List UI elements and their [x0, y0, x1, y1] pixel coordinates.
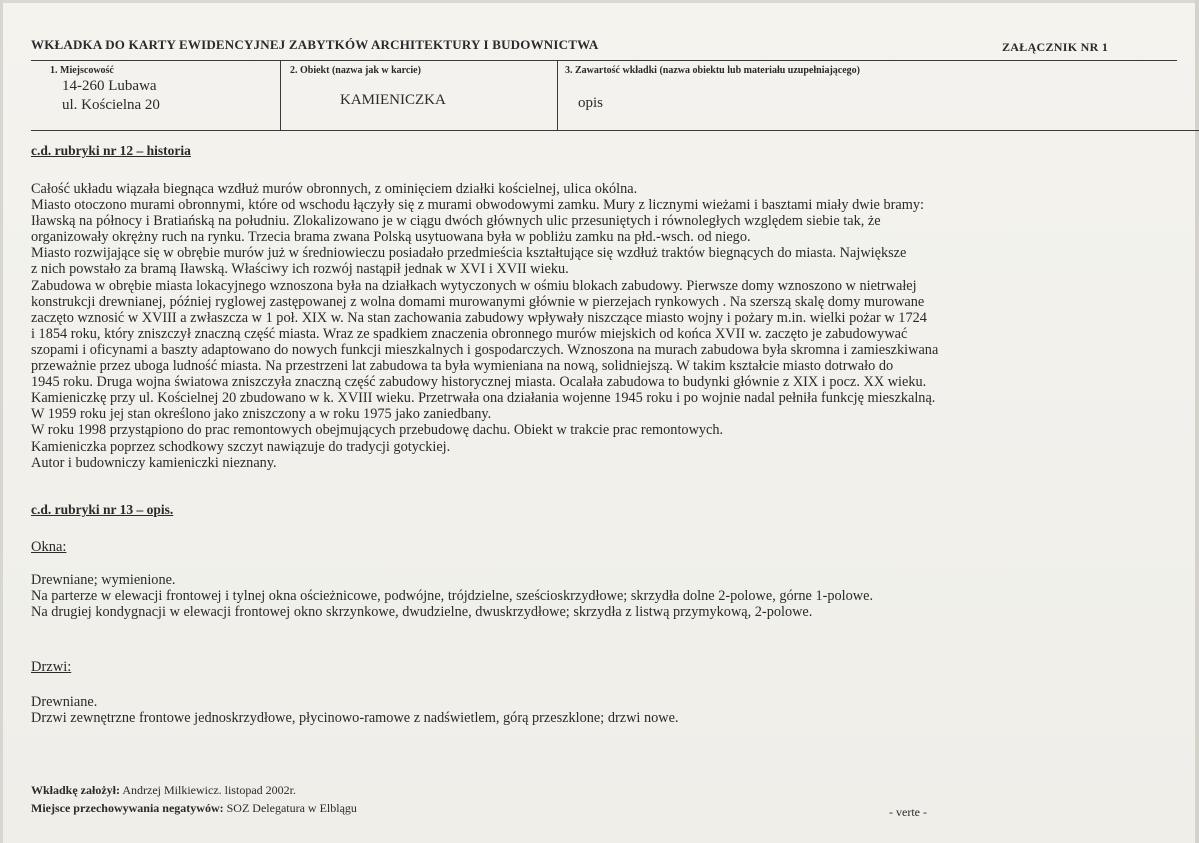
history-line: organizowały okrężny ruch na rynku. Trzecia brama zwana Polską usytuowana była w pobliżu zamku na płd.-wsch. od niego. [31, 229, 751, 246]
contents-value: opis [578, 95, 604, 111]
form-top-border [31, 60, 1177, 61]
doors-label: Drzwi: [31, 659, 72, 675]
doors-text [31, 694, 1111, 726]
storage-label: Miejsce przechowywania negatywów: [31, 801, 224, 815]
document-title: WKŁADKA DO KARTY EWIDENCYJNEJ ZABYTKÓW ARCHITEKTURY I BUDOWNICTWA [31, 37, 599, 52]
history-line: i 1854 roku, który zniszczył znaczną część miasta. Wraz ze spadkiem znaczenia obronnego murów miejskich od końca XVII w. zaczęto je zabudowywać [31, 325, 908, 342]
annex-number: ZAŁĄCZNIK NR 1 [1002, 40, 1109, 54]
author-line [31, 783, 296, 798]
windows-line: Drewniane; wymienione. [31, 572, 176, 588]
history-line: Zabudowa w obrębie miasta lokacyjnego wznoszona była na działkach wytyczonych w ośmiu blokach zabudowy. Pierwsze domy wznoszono w nietrwałej [31, 277, 917, 294]
history-line: Całość układu wiązała biegnąca wzdłuż murów obronnych, z ominięciem działki kościelnej, ulica okólna. [31, 181, 638, 197]
history-line: Autor i budowniczy kamieniczki nieznany. [31, 454, 277, 471]
object-value: KAMIENICZKA [340, 92, 446, 108]
place-street: ul. Kościelna 20 [62, 97, 160, 113]
history-line: 1945 roku. Druga wojna światowa zniszczyła znaczną część zabudowy historycznej miasta. Ocalała zabudowa to budynki głównie z XIX i pocz. XX wieku. [31, 374, 927, 391]
windows-line: Na drugiej kondygnacji w elewacji frontowej okno skrzynkowe, dwudzielne, dwuskrzydłowe; skrzydła z listwą przymykową, 2-polowe. [31, 604, 813, 621]
form-bottom-border [31, 130, 1199, 131]
object-label: 2. Obiekt (nazwa jak w karcie) [290, 65, 421, 76]
form-divider-2 [557, 60, 558, 130]
history-heading: c.d. rubryki nr 12 – historia [31, 143, 191, 158]
scan-edge-top [0, 0, 1199, 3]
windows-text [31, 572, 1111, 620]
scan-edge-right [1195, 0, 1199, 843]
place-postal: 14-260 Lubawa [62, 78, 157, 94]
history-line: Kamieniczka poprzez schodkowy szczyt nawiązuje do tradycji gotyckiej. [31, 438, 451, 455]
doors-line: Drewniane. [31, 694, 98, 710]
history-line: Kamieniczkę przy ul. Kościelnej 20 zbudowano w k. XVIII wieku. Przetrwała ona działania wojenne 1945 roku i po wojnie nadal pełniła funkcję mieszkalną. [31, 390, 936, 407]
storage-value: SOZ Delegatura w Elblągu [226, 801, 357, 815]
windows-label: Okna: [31, 539, 67, 555]
history-line: zaczęto wznosić w XVIII a zwłaszcza w 1 poł. XIX w. Na stan zachowania zabudowy wpływały niszczące miasto wojny i pożary m.in. wielki pożar w 1724 [31, 309, 927, 326]
form-divider-1 [280, 60, 281, 130]
history-line: Miasto otoczono murami obronnymi, które od wschodu łączyły się z murami obwodowymi zamku. Mury z licznymi wieżami i basztami miały dwie bramy: [31, 197, 924, 214]
author-value: Andrzej Milkiewicz. listopad 2002r. [122, 783, 296, 797]
history-line: Iławską na północy i Bratiańską na południu. Zlokalizowano je w ciągu dwóch głównych ulic przesuniętych i równoległych względem siebie tak, że [31, 213, 881, 230]
description-heading: c.d. rubryki nr 13 – opis. [31, 502, 174, 517]
history-line: z nich powstało za bramą Iławską. Właściwy ich rozwój nastąpił jednak w XVI i XVII wieku. [31, 261, 569, 278]
scan-edge-left [0, 0, 3, 843]
history-line: W 1959 roku jej stan określono jako zniszczony a w roku 1975 jako zaniedbany. [31, 406, 492, 423]
history-line: Miasto rozwijające się w obrębie murów już w średniowieczu posiadało przedmieścia kształtujące się wzdłuż traktów biegnących do miasta. Największe [31, 245, 907, 262]
contents-label: 3. Zawartość wkładki (nazwa obiektu lub materiału uzupełniającego) [565, 65, 861, 76]
history-line: szopami i oficynami a baszty adaptowano do nowych funkcji mieszkalnych i gospodarczych. Wznoszona na murach zabudowa była skromna i zamieszkiwana [31, 341, 939, 358]
history-line: W roku 1998 przystąpiono do prac remontowych obejmujących przebudowę dachu. Obiekt w trakcie prac remontowych. [31, 422, 724, 439]
history-line: przeważnie przez uboga ludność miasta. Na przestrzeni lat zabudowa ta była wymieniana na nową, solidniejszą. W takim kształcie miasto dotrwało do [31, 358, 894, 375]
verte-note: - verte - [889, 805, 927, 819]
history-line: konstrukcji drewnianej, później ryglowej zastępowanej z wolna domami murowanymi głównie w pierzejach rynkowych . Na szerszą skalę domy murowane [31, 293, 925, 310]
windows-line: Na parterze w elewacji frontowej i tylnej okna ościeżnicowe, podwójne, trójdzielne, sześcioskrzydłowe; skrzydła dolne 2-polowe, górne 1-polowe. [31, 588, 874, 605]
place-label: 1. Miejscowość [50, 65, 114, 76]
author-label: Wkładkę założył: [31, 783, 120, 797]
history-text [31, 181, 1111, 471]
storage-line [31, 801, 357, 816]
doors-line: Drzwi zewnętrzne frontowe jednoskrzydłowe, płycinowo-ramowe z nadświetlem, górą przeszklone; drzwi nowe. [31, 710, 679, 727]
